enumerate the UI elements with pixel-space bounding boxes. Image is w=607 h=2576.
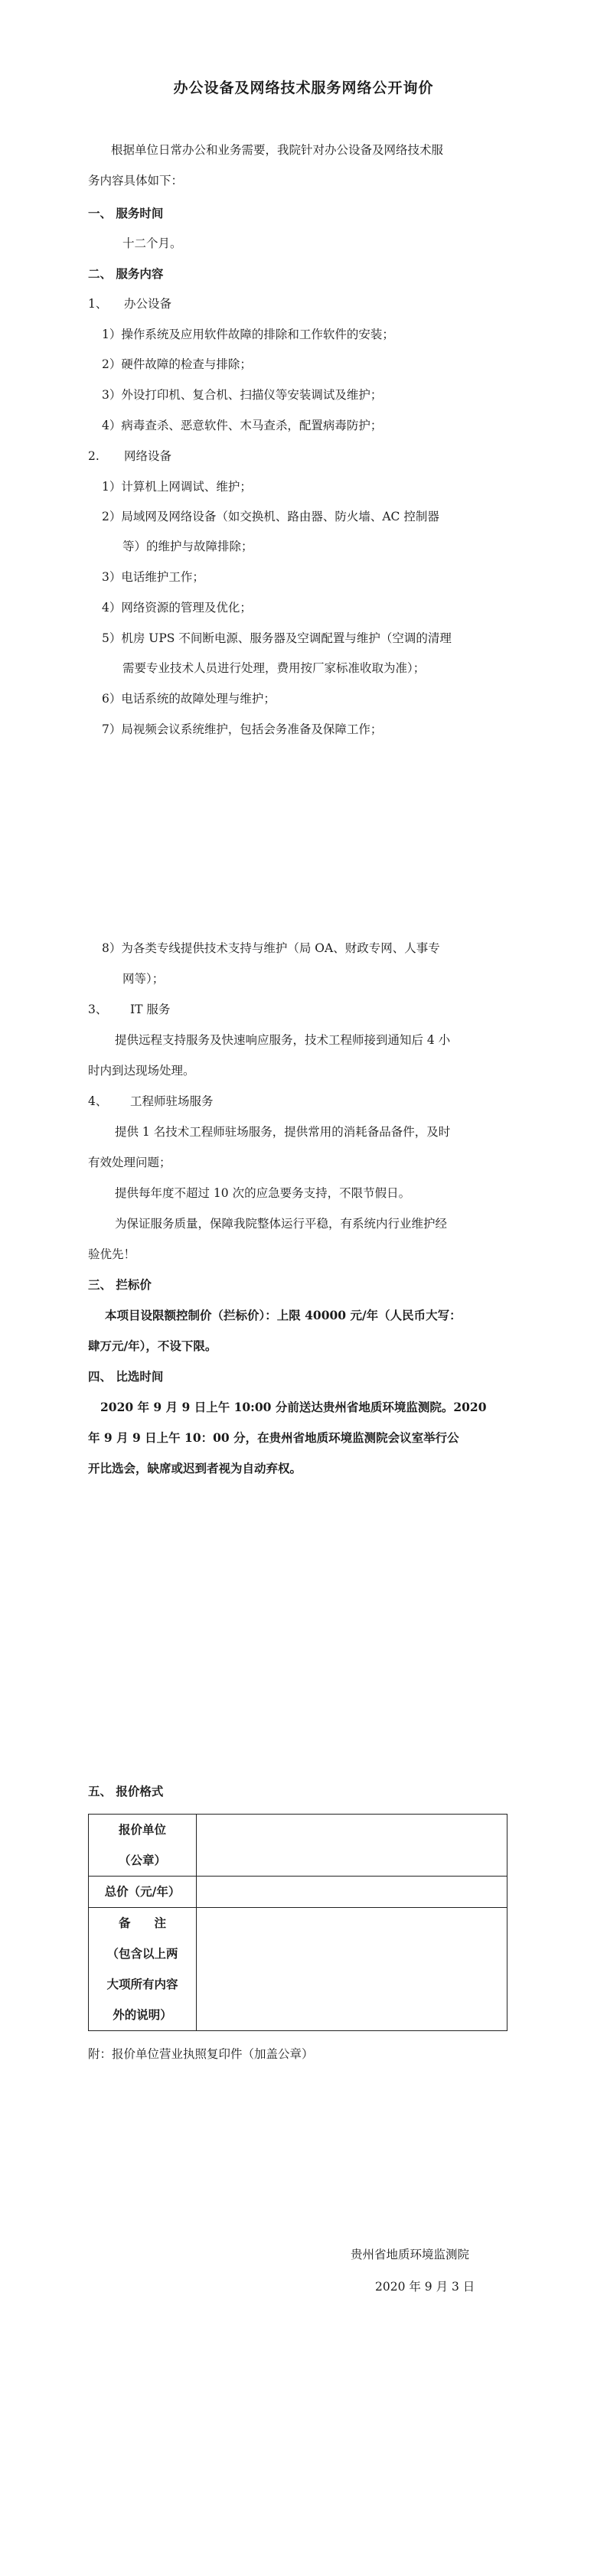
table-row — [89, 1908, 507, 2031]
paragraph: 为保证服务质量，保障我院整体运行平稳，有系统内行业维护经 — [115, 1217, 448, 1231]
section-heading: 四、 比选时间 — [88, 1369, 164, 1384]
paragraph: 提供每年度不超过 10 次的应急要务支持，不限节假日。 — [115, 1186, 411, 1200]
paragraph: 开比选会，缺席或迟到者视为自动弃权。 — [88, 1461, 302, 1475]
section-heading: 三、 拦标价 — [88, 1277, 152, 1292]
list-item: 6）电话系统的故障处理与维护； — [102, 692, 276, 706]
table-label-line: 总价（元/年） — [104, 1884, 181, 1899]
subsection-number: 3、 — [88, 1003, 108, 1016]
table-row — [89, 1877, 507, 1908]
intro-line: 务内容具体如下： — [88, 174, 184, 187]
table-label-line: （公章） — [118, 1853, 166, 1867]
table-label-cell — [89, 1877, 197, 1908]
list-item: 5）机房 UPS 不间断电源、服务器及空调配置与维护（空调的清理 — [102, 631, 452, 645]
list-item: 1）操作系统及应用软件故障的排除和工作软件的安装； — [102, 328, 394, 341]
section-heading: 五、 报价格式 — [88, 1784, 164, 1798]
paragraph: 十二个月。 — [122, 236, 182, 250]
paragraph: 年 9 月 9 日上午 10：00 分，在贵州省地质环境监测院会议室举行公 — [88, 1430, 459, 1445]
subsection-number: 4、 — [88, 1094, 108, 1108]
list-item: 3）电话维护工作； — [102, 570, 204, 584]
list-item-continued: 需要专业技术人员进行处理，费用按厂家标准收取为准）； — [122, 661, 426, 675]
list-item: 1）计算机上网调试、维护； — [102, 480, 252, 494]
paragraph: 2020 年 9 月 9 日上午 10:00 分前送达贵州省地质环境监测院。2020 — [100, 1400, 487, 1414]
attachment-note: 附：报价单位营业执照复印件（加盖公章） — [88, 2047, 314, 2061]
paragraph: 验优先！ — [88, 1247, 136, 1261]
table-label-line: 报价单位 — [118, 1822, 166, 1837]
table-value-cell — [197, 1877, 507, 1908]
subsection-title: IT 服务 — [130, 1003, 171, 1016]
paragraph: 提供 1 名技术工程师驻场服务，提供常用的消耗备品备件，及时 — [115, 1125, 451, 1139]
section-heading: 二、 服务内容 — [88, 266, 164, 281]
section-heading: 一、 服务时间 — [88, 206, 164, 220]
list-item: 4）病毒查杀、恶意软件、木马查杀，配置病毒防护； — [102, 419, 383, 432]
table-label-line: （包含以上两 — [106, 1946, 178, 1961]
subsection-title: 办公设备 — [124, 297, 172, 311]
table-label-line: 备 注 — [118, 1916, 166, 1930]
subsection-title: 工程师驻场服务 — [130, 1094, 214, 1108]
list-item-continued: 网等）； — [122, 972, 165, 986]
list-item: 3）外设打印机、复合机、扫描仪等安装调试及维护； — [102, 388, 383, 402]
table-value-cell — [197, 1908, 507, 2031]
subsection-title: 网络设备 — [124, 449, 172, 463]
table-label-line: 大项所有内容 — [106, 1977, 178, 1991]
subsection-number: 2. — [88, 449, 100, 463]
paragraph: 本项目设限额控制价（拦标价）：上限 40000 元/年（人民币大写： — [105, 1308, 462, 1322]
list-item: 8）为各类专线提供技术支持与维护（局 OA、财政专网、人事专 — [102, 941, 440, 955]
table-value-cell — [197, 1815, 507, 1877]
document-title: 办公设备及网络技术服务网络公开询价 — [173, 80, 434, 96]
quote-table — [88, 1814, 507, 2031]
list-item: 2）局域网及网络设备（如交换机、路由器、防火墙、AC 控制器 — [102, 510, 439, 523]
list-item-continued: 等）的维护与故障排除； — [122, 540, 253, 553]
table-row — [89, 1815, 507, 1877]
table-label-line: 外的说明） — [113, 2007, 172, 2022]
intro-line: 根据单位日常办公和业务需要，我院针对办公设备及网络技术服 — [111, 143, 444, 157]
table-label-cell — [89, 1908, 197, 2031]
table-label-cell — [89, 1815, 197, 1877]
paragraph: 时内到达现场处理。 — [88, 1064, 195, 1078]
signature-org: 贵州省地质环境监测院 — [351, 2248, 470, 2261]
subsection-number: 1、 — [88, 297, 108, 311]
list-item: 7）局视频会议系统维护，包括会务准备及保障工作； — [102, 722, 383, 736]
list-item: 4）网络资源的管理及优化； — [102, 601, 252, 615]
paragraph: 有效处理问题； — [88, 1156, 171, 1169]
signature-date: 2020 年 9 月 3 日 — [375, 2280, 475, 2294]
list-item: 2）硬件故障的检查与排除； — [102, 357, 252, 371]
paragraph: 提供远程支持服务及快速响应服务，技术工程师接到通知后 4 小 — [115, 1033, 451, 1047]
paragraph: 肆万元/年），不设下限。 — [88, 1339, 217, 1353]
